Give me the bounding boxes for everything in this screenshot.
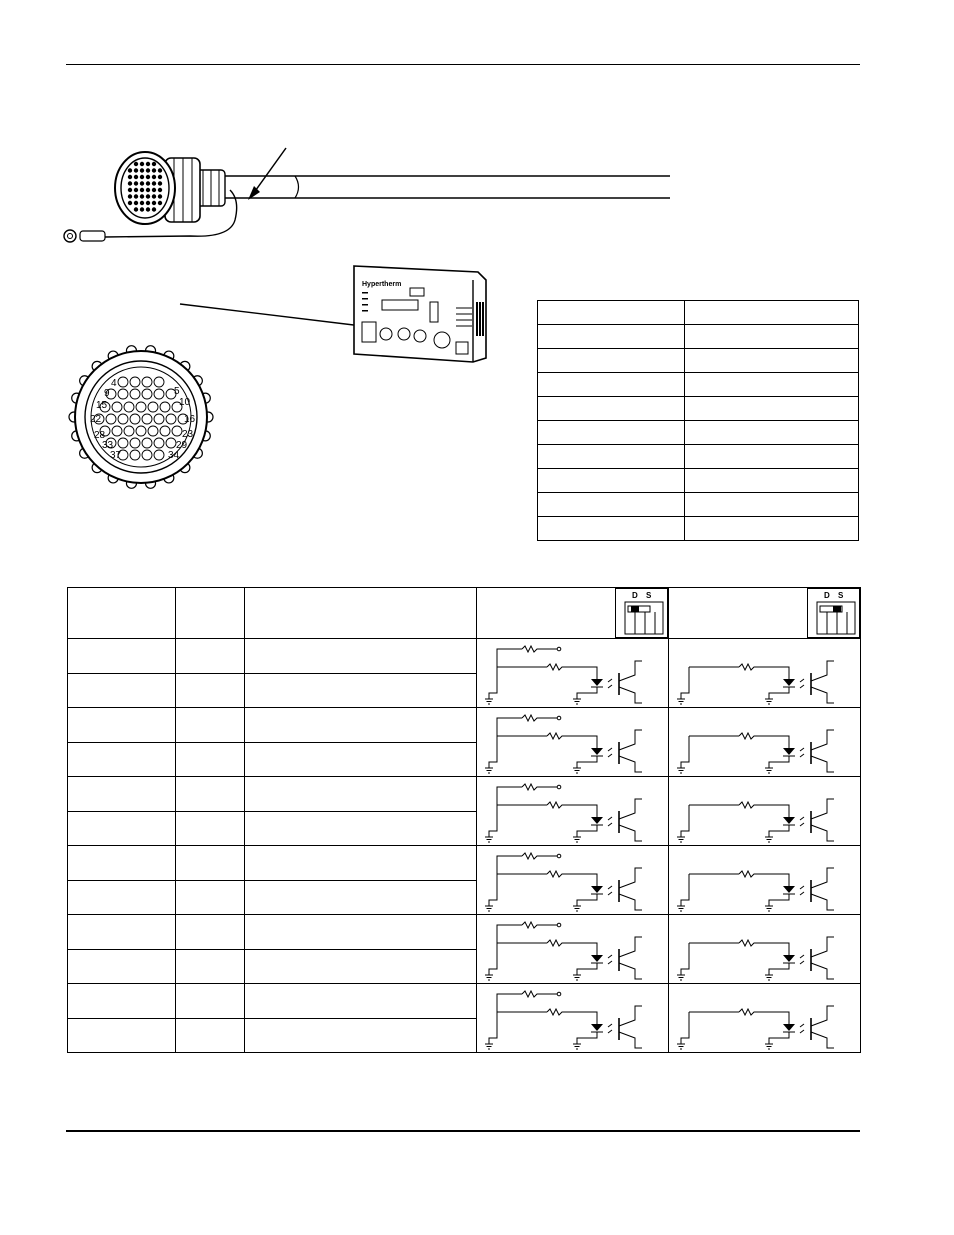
table-cell (175, 777, 244, 812)
table-row (538, 325, 859, 349)
pin-label-37: 37 (110, 450, 122, 461)
table-row (68, 708, 861, 743)
bottom-rule (66, 1130, 860, 1132)
svg-text:S: S (645, 591, 652, 600)
circuit-schematic (669, 708, 859, 776)
circuit-schematic (669, 777, 859, 845)
table-row (538, 421, 859, 445)
sourcing-circuit-cell (476, 846, 668, 915)
circuit-schematic (477, 777, 667, 845)
device-leader-line (170, 296, 370, 336)
table-cell (68, 673, 176, 708)
device-brand-text: Hypertherm (362, 281, 402, 288)
table-row (538, 397, 859, 421)
connector-pin-diagram (66, 342, 216, 492)
table-cell (175, 880, 244, 915)
table-row (538, 469, 859, 493)
table-cell (68, 777, 176, 812)
table-row (68, 984, 861, 1019)
table-cell (175, 708, 244, 743)
sinking-circuit-cell (668, 639, 860, 708)
table-cell (175, 811, 244, 846)
table-row (538, 445, 859, 469)
sourcing-circuit-cell (476, 639, 668, 708)
svg-text:D: D (631, 591, 638, 600)
signal-table (67, 587, 861, 1053)
dip-switch-icon (615, 588, 668, 638)
svg-text:D: D (824, 591, 830, 600)
sourcing-circuit-cell (476, 984, 668, 1053)
table-cell (175, 1018, 244, 1053)
cable-illustration (50, 140, 690, 260)
pin-label-10: 10 (179, 397, 191, 408)
table-row (68, 777, 861, 812)
table-cell (68, 984, 176, 1019)
table-row (538, 349, 859, 373)
table-cell (68, 949, 176, 984)
table-cell (175, 639, 244, 674)
table-header-row (68, 588, 861, 639)
pin-label-23: 23 (182, 429, 194, 440)
table-cell (68, 915, 176, 950)
table-cell (175, 846, 244, 881)
pin-label-15: 15 (96, 400, 108, 411)
table-row (538, 373, 859, 397)
circuit-schematic (477, 984, 667, 1052)
table-row (68, 915, 861, 950)
sinking-circuit-cell (668, 777, 860, 846)
table-cell (68, 1018, 176, 1053)
circuit-schematic (669, 984, 859, 1052)
circuit-schematic (669, 639, 859, 707)
table-cell (244, 639, 476, 674)
svg-text:S: S (838, 591, 844, 600)
pin-label-33: 33 (102, 440, 114, 451)
table-cell (175, 673, 244, 708)
pin-label-22: 22 (90, 414, 102, 425)
circuit-schematic (669, 846, 859, 914)
pin-label-28: 28 (94, 430, 106, 441)
table-cell (244, 777, 476, 812)
table-cell (244, 673, 476, 708)
table-cell (244, 1018, 476, 1053)
header-cell-sinking (668, 588, 860, 639)
sinking-circuit-cell (668, 984, 860, 1053)
table-cell (244, 742, 476, 777)
table-cell (244, 846, 476, 881)
pin-label-34: 34 (168, 450, 180, 461)
circuit-schematic (477, 915, 667, 983)
sinking-circuit-cell (668, 708, 860, 777)
pin-label-9: 9 (104, 388, 110, 399)
table-cell (244, 811, 476, 846)
table-row (538, 493, 859, 517)
table-cell (68, 846, 176, 881)
table-cell (175, 949, 244, 984)
circuit-schematic (477, 846, 667, 914)
table-row (68, 639, 861, 674)
header-cell-sourcing (476, 588, 668, 639)
table-cell (68, 708, 176, 743)
pin-label-4: 4 (111, 378, 117, 389)
table-row (68, 846, 861, 881)
table-cell (244, 708, 476, 743)
top-rule (66, 64, 860, 65)
circuit-schematic (669, 915, 859, 983)
sourcing-circuit-cell (476, 777, 668, 846)
sinking-circuit-cell (668, 846, 860, 915)
table-cell (68, 639, 176, 674)
table-cell (244, 949, 476, 984)
table-row (538, 517, 859, 541)
table-cell (175, 915, 244, 950)
device-illustration (348, 262, 493, 367)
table-cell (244, 915, 476, 950)
circuit-schematic (477, 639, 667, 707)
table-cell (68, 811, 176, 846)
pin-label-29: 29 (176, 440, 188, 451)
sourcing-circuit-cell (476, 915, 668, 984)
sinking-circuit-cell (668, 915, 860, 984)
pin-assignment-table (537, 300, 859, 541)
table-cell (68, 880, 176, 915)
table-cell (244, 880, 476, 915)
table-row (538, 301, 859, 325)
dip-switch-icon (807, 588, 860, 638)
pin-label-16: 16 (184, 414, 196, 425)
table-cell (175, 984, 244, 1019)
sourcing-circuit-cell (476, 708, 668, 777)
table-cell (68, 742, 176, 777)
circuit-schematic (477, 708, 667, 776)
pin-label-5: 5 (174, 386, 180, 397)
table-cell (244, 984, 476, 1019)
table-cell (175, 742, 244, 777)
